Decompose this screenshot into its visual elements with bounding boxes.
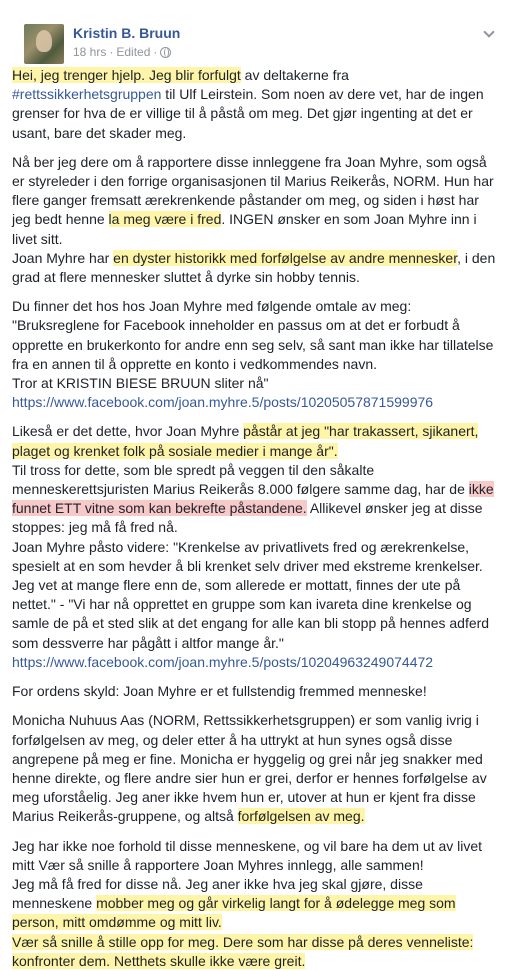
highlight: en dyster historikk med forfølgelse av andre mennesker (113, 249, 458, 266)
text: . INGEN ønsker en som Joan Myhre inn i livet sitt. (12, 211, 477, 247)
text: Joan Myhre påsto videre: "Krenkelse av privatlivets fred og ærekrenkelse, spesielt at en som hevder å bli krenket selv driver med ekstreme krenkelser. Jeg vet at mange flere enn de, som allerede er mottatt, finnes der ute på nettet." - "Vi har nå opprettet en gruppe som kan ivareta dine krenkelse og samle de på et sted slik at det engang for alle kan bli stopp på hennes adferd som dessverre har pågått i altfor mange år." (12, 538, 490, 651)
text: Likeså er det dette, hvor Joan Myhre (12, 423, 244, 440)
post-link-1[interactable]: https://www.facebook.com/joan.myhre.5/posts/10205057871599976 (12, 394, 434, 411)
text: Joan Myhre har (12, 249, 114, 266)
text: Allikevel ønsker jeg at disse stoppes: jeg må få fred nå. (12, 500, 483, 536)
highlight: mobber meg og går virkelig langt for å ødelegge meg som person, mitt omdømme og mitt liv. (12, 895, 456, 931)
globe-icon[interactable] (160, 47, 171, 58)
hashtag-link[interactable]: #rettssikkerhetsgruppen (12, 86, 162, 103)
paragraph-2 (12, 153, 499, 287)
highlight: Vær så snille å stille opp for meg. Dere som har disse på deres venneliste: konfronter dem. Netthets skulle ikke være greit. (12, 933, 474, 969)
text: til Ulf Leirstein. Som noen av dere vet, har de ingen grenser for hva de er villige til å påstå om meg. Det gjør ingenting at det er usant, bare det skader meg. (12, 86, 484, 141)
paragraph-4 (12, 422, 499, 672)
paragraph-6 (12, 711, 499, 826)
paragraph-7 (12, 837, 499, 971)
meta-separator: · (109, 45, 114, 59)
text: For ordens skyld: Joan Myhre er et fullstendig fremmed menneske! (12, 683, 427, 700)
text: , i den grad at flere mennesker sluttet å dyrke sin hobby tennis. (12, 249, 496, 286)
highlight: Hei, jeg trenger hjelp. Jeg blir forfulgt (12, 67, 241, 83)
chevron-down-icon[interactable] (483, 28, 495, 40)
highlight-red: ikke funnet ETT vitne som kan bekrefte påstandene. (12, 481, 494, 517)
text: Monicha Nuhuus Aas (NORM, Rettssikkerhetsgruppen) er som vanlig ivrig i forfølgelsen av meg, og deler etter å ha uttrykt at hun synes også disse angrepene på meg er fine. Monicha er hyggelig og grei når jeg snakker med henne direkte, og flere andre sier hun er grei, derfor er hennes forfølgelse av meg uforståelig. Jeg aner ikke hvem hun er, utover at hun er kjent fra disse Marius Reikerås-gruppene, og altså (12, 712, 487, 825)
text: Tror at KRISTIN BIESE BRUUN sliter nå" (12, 375, 269, 392)
author-name[interactable]: Kristin B. Bruun (73, 25, 181, 41)
avatar[interactable] (24, 24, 64, 64)
text: Jeg har ikke noe forhold til disse menneskene, og vil bare ha dem ut av livet mitt Vær så snille å rapportere Joan Myhres innlegg, alle sammen! (12, 837, 483, 873)
post-body (12, 66, 499, 971)
edited-label[interactable]: Edited (116, 45, 151, 59)
text: "Bruksreglene for Facebook inneholder en passus om at det er forbudt å opprette en brukerkonto for andre enn seg selv, så sant man ikke har tillatelse fra en annen til å opprette en konto i vedkommendes navn. (12, 317, 494, 372)
text: Du finner det hos hos Joan Myhre med følgende omtale av meg: (12, 298, 412, 315)
highlight: forfølgelsen av meg. (237, 808, 365, 825)
paragraph-5 (12, 682, 499, 701)
text: Jeg må få fred for disse nå. Jeg aner ikke hva jeg skal gjøre, disse menneskene (12, 875, 423, 912)
meta-separator-2: · (153, 45, 158, 59)
post-time[interactable]: 18 hrs (73, 45, 107, 59)
post-meta (73, 45, 171, 59)
text: av deltakerne fra (240, 67, 349, 83)
post-header (12, 0, 499, 66)
post-link-2[interactable]: https://www.facebook.com/joan.myhre.5/posts/10204963249074472 (12, 653, 434, 670)
highlight: la meg være i fred (108, 211, 222, 228)
paragraph-1 (12, 66, 499, 143)
paragraph-3 (12, 297, 499, 412)
text: Nå ber jeg dere om å rapportere disse innleggene fra Joan Myhre, som også er styreleder i den forrige organisasjonen til Marius Reikerås, NORM. Hun har flere ganger fremsatt ærekrenkende påstander om meg, og siden i høst har jeg bedt henne (12, 153, 494, 228)
text: Til tross for dette, som ble spredt på veggen til den såkalte menneskerettsjuristen Marius Reikerås 8.000 følgere samme dag, har de (12, 461, 469, 498)
highlight: påstår at jeg "har trakassert, sjikanert, plaget og krenket folk på sosiale medier i mange år". (12, 423, 479, 459)
